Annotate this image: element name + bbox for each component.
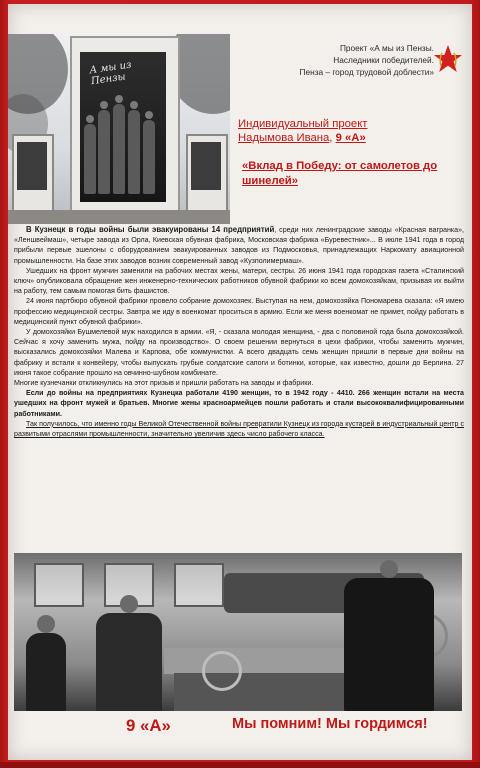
bottom-strip bbox=[0, 762, 480, 768]
author-class: 9 «А» bbox=[335, 132, 366, 144]
author-block bbox=[238, 117, 428, 145]
memorial-side-panel-right bbox=[186, 134, 228, 220]
author-class-separator: , bbox=[329, 132, 336, 144]
project-note-line: Пенза – город трудовой доблести» bbox=[299, 67, 434, 77]
red-star-icon bbox=[433, 44, 463, 74]
article-paragraph: Многие кузнечанки откликнулись на этот призыв и пришли работать на заводы и фабрики. bbox=[14, 379, 314, 388]
author-name: Надымова Ивана bbox=[238, 132, 330, 144]
memorial-side-panel-left bbox=[12, 134, 54, 220]
article-lead: В Кузнецк в годы войны были эвакуированы 14 предприятий bbox=[26, 225, 275, 234]
article-body bbox=[14, 225, 464, 439]
factory-photo bbox=[14, 553, 462, 711]
footer-class-label: 9 «А» bbox=[126, 716, 171, 735]
project-note-line: Наследники победителей. bbox=[333, 55, 434, 65]
footer-motto: Мы помним! Мы гордимся! bbox=[232, 716, 428, 732]
article-statistics: Если до войны на предприятиях Кузнецка работали 4190 женщин, то в 1942 году - 4410. 266 женщин встали на места ушедших на фронт мужей и братьев. Многие жены красноармейцев пошли работать и стали высококвалифицированными работниками. bbox=[14, 389, 464, 418]
article-paragraph bbox=[14, 225, 464, 266]
article-paragraph: У домохозяйки Бушмелевой муж находился в армии. «Я, - сказала молодая женщина, - два с половиной года была домохозяйкой. Сейчас я хочу заменить мужа, пойду на производство». О своем решении вернуться в цехи фабрики, чтобы заменить мужчин, высказались домохозяйки Малева и Карпова, обе коммунистки. А всего двадцать семь женщин пришли в первые дни войны на фабрику и встали к конвейеру, чтобы выпускать грубые солдатские сапоги и ботинки, которые, как известно, дошли до Берлина. 27 июня такое собрание прошло на овчинно-шубном комбинате. bbox=[14, 328, 464, 377]
article-paragraph: 24 июня партбюро обувной фабрики провело собрание домохозяек. Выступая на нем, домохозяйка Пономарева сказала: «Я имею профессию медицинской сестры. Завтра же иду в военкомат проситься в армию. Если же меня военкомат не примет, пойду работать в медицинский пункт обувной фабрики». bbox=[14, 297, 464, 326]
project-type: Индивидуальный проект bbox=[238, 118, 368, 130]
article-lead-rest: , среди них ленинградские заводы «Красная вагранка», «Леншвеймаш», четыре завода из Орла, Киевская обувная фабрика, Московская фабрика «Буревестник»... В июле 1941 года в город прибыли первые эшелоны с оборудованием эвакуированных заводов из Подмосковья, принадлежащих Наркомату авиационной промышленности. На базе этих заводов возник современный завод «Кузполимермаш». bbox=[14, 226, 464, 265]
memorial-inscription: А мы из Пензы bbox=[88, 59, 133, 88]
memorial-slab bbox=[70, 36, 180, 224]
project-note bbox=[234, 42, 434, 78]
project-note-line: Проект «А мы из Пензы. bbox=[339, 43, 434, 53]
monument-photo bbox=[8, 34, 230, 224]
article-paragraph: Ушедших на фронт мужчин заменили на рабочих местах жены, матери, сестры. 26 июня 1941 года городская газета «Сталинский ключ» опубликовала обращение жен инженерно-технических работников обувной фабрики ко всем домохозяйкам, призывая их выйти на работу, тем самым помогая бить фашистов. bbox=[14, 266, 464, 296]
project-topic: «Вклад в Победу: от самолетов до шинелей» bbox=[242, 160, 438, 187]
article-conclusion: Так получилось, что именно годы Великой Отечественной войны превратили Кузнецк из города кустарей в индустриальный центр с развитыми отраслями промышленности, значительно увеличив здесь число рабочего класса. bbox=[14, 419, 464, 439]
